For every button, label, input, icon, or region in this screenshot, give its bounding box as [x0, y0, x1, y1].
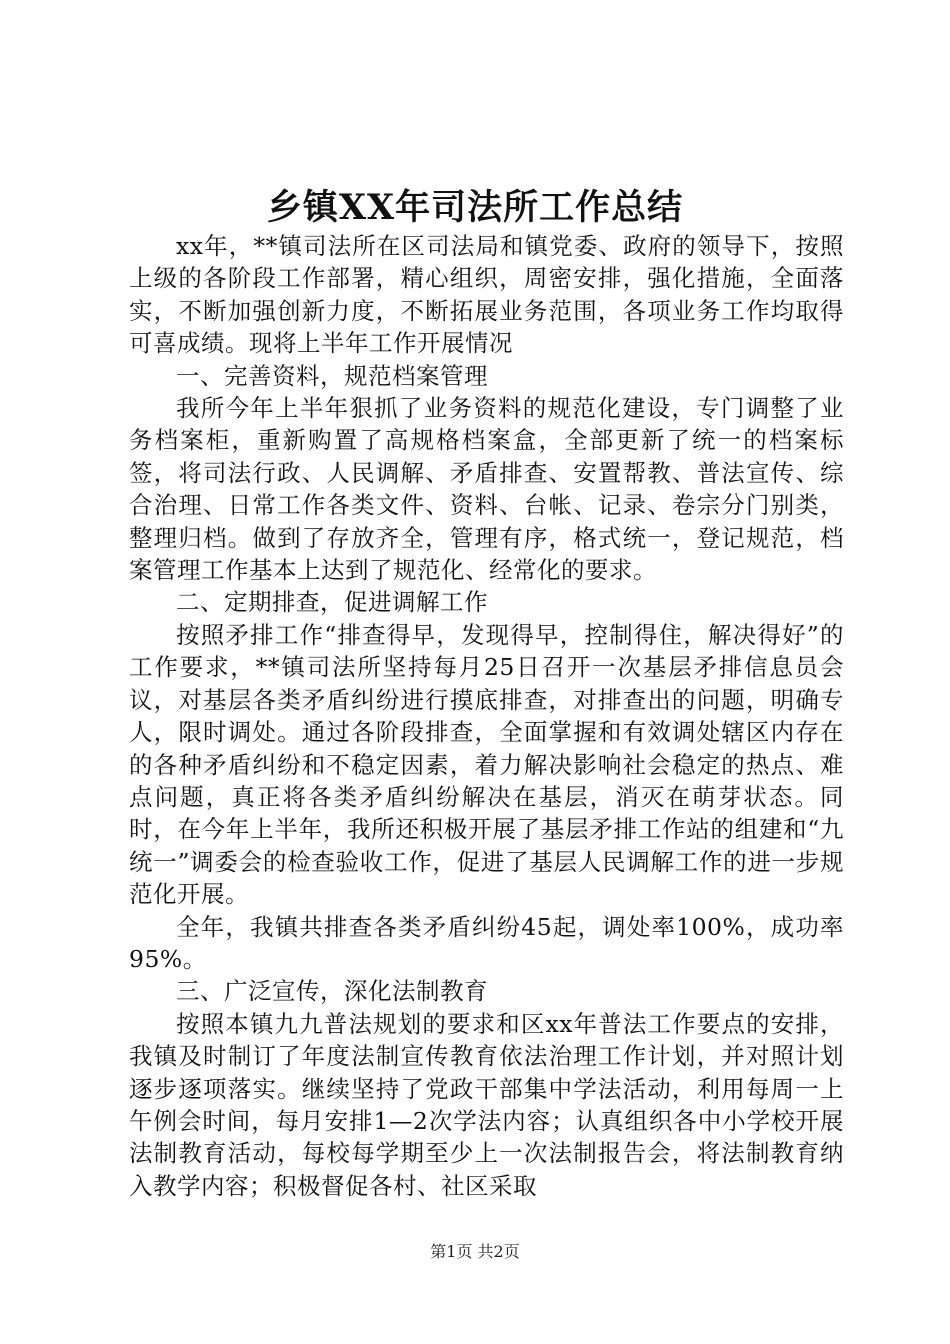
document-title: 乡镇XX年司法所工作总结 [266, 187, 684, 228]
page-footer: 第1页 共2页 [430, 1242, 520, 1261]
section-1-paragraph: 我所今年上半年狠抓了业务资料的规范化建设，专门调整了业务档案柜，重新购置了高规格档案盒，全部更新了统一的档案标签，将司法行政、人民调解、矛盾排查、安置帮教、普法宣传、综合治理、日常工作各类文件、资料、台帐、记录、卷宗分门别类，整理归档。做到了存放齐全，管理有序，格式统一，登记规范，档案管理工作基本上达到了规范化、经常化的要求。 [129, 394, 844, 585]
intro-paragraph: xx年，**镇司法所在区司法局和镇党委、政府的领导下，按照上级的各阶段工作部署，精心组织，周密安排，强化措施，全面落实，不断加强创新力度，不断拓展业务范围，各项业务工作均取得可喜成绩。现将上半年工作开展情况 [129, 232, 844, 358]
section-heading-1: 一、完善资料，规范档案管理 [176, 361, 488, 390]
document-body [129, 230, 844, 1202]
section-3-paragraph: 按照本镇九九普法规划的要求和区xx年普法工作要点的安排，我镇及时制订了年度法制宣传教育依法治理工作计划，并对照计划逐步逐项落实。继续坚持了党政干部集中学法活动，利用每周一上午例会时间，每月安排1—2次学法内容；认真组织各中小学校开展法制教育活动，每校每学期至少上一次法制报告会，将法制教育纳入教学内容；积极督促各村、社区采取 [129, 1009, 844, 1200]
section-heading-2: 二、定期排查，促进调解工作 [176, 588, 488, 617]
section-heading-3: 三、广泛宣传，深化法制教育 [176, 977, 488, 1006]
section-2-paragraph: 按照矛排工作“排查得早，发现得早，控制得住，解决得好”的工作要求，**镇司法所坚持每月25日召开一次基层矛排信息员会议，对基层各类矛盾纠纷进行摸底排查，对排查出的问题，明确专人，限时调处。通过各阶段排查，全面掌握和有效调处辖区内存在的各种矛盾纠纷和不稳定因素，着力解决影响社会稳定的热点、难点问题，真正将各类矛盾纠纷解决在基层，消灭在萌芽状态。同时，在今年上半年，我所还积极开展了基层矛排工作站的组建和“九统一”调委会的检查验收工作，促进了基层人民调解工作的进一步规范化开展。 [129, 620, 844, 909]
section-2-stats-paragraph: 全年，我镇共排查各类矛盾纠纷45起，调处率100%，成功率95%。 [129, 912, 844, 973]
